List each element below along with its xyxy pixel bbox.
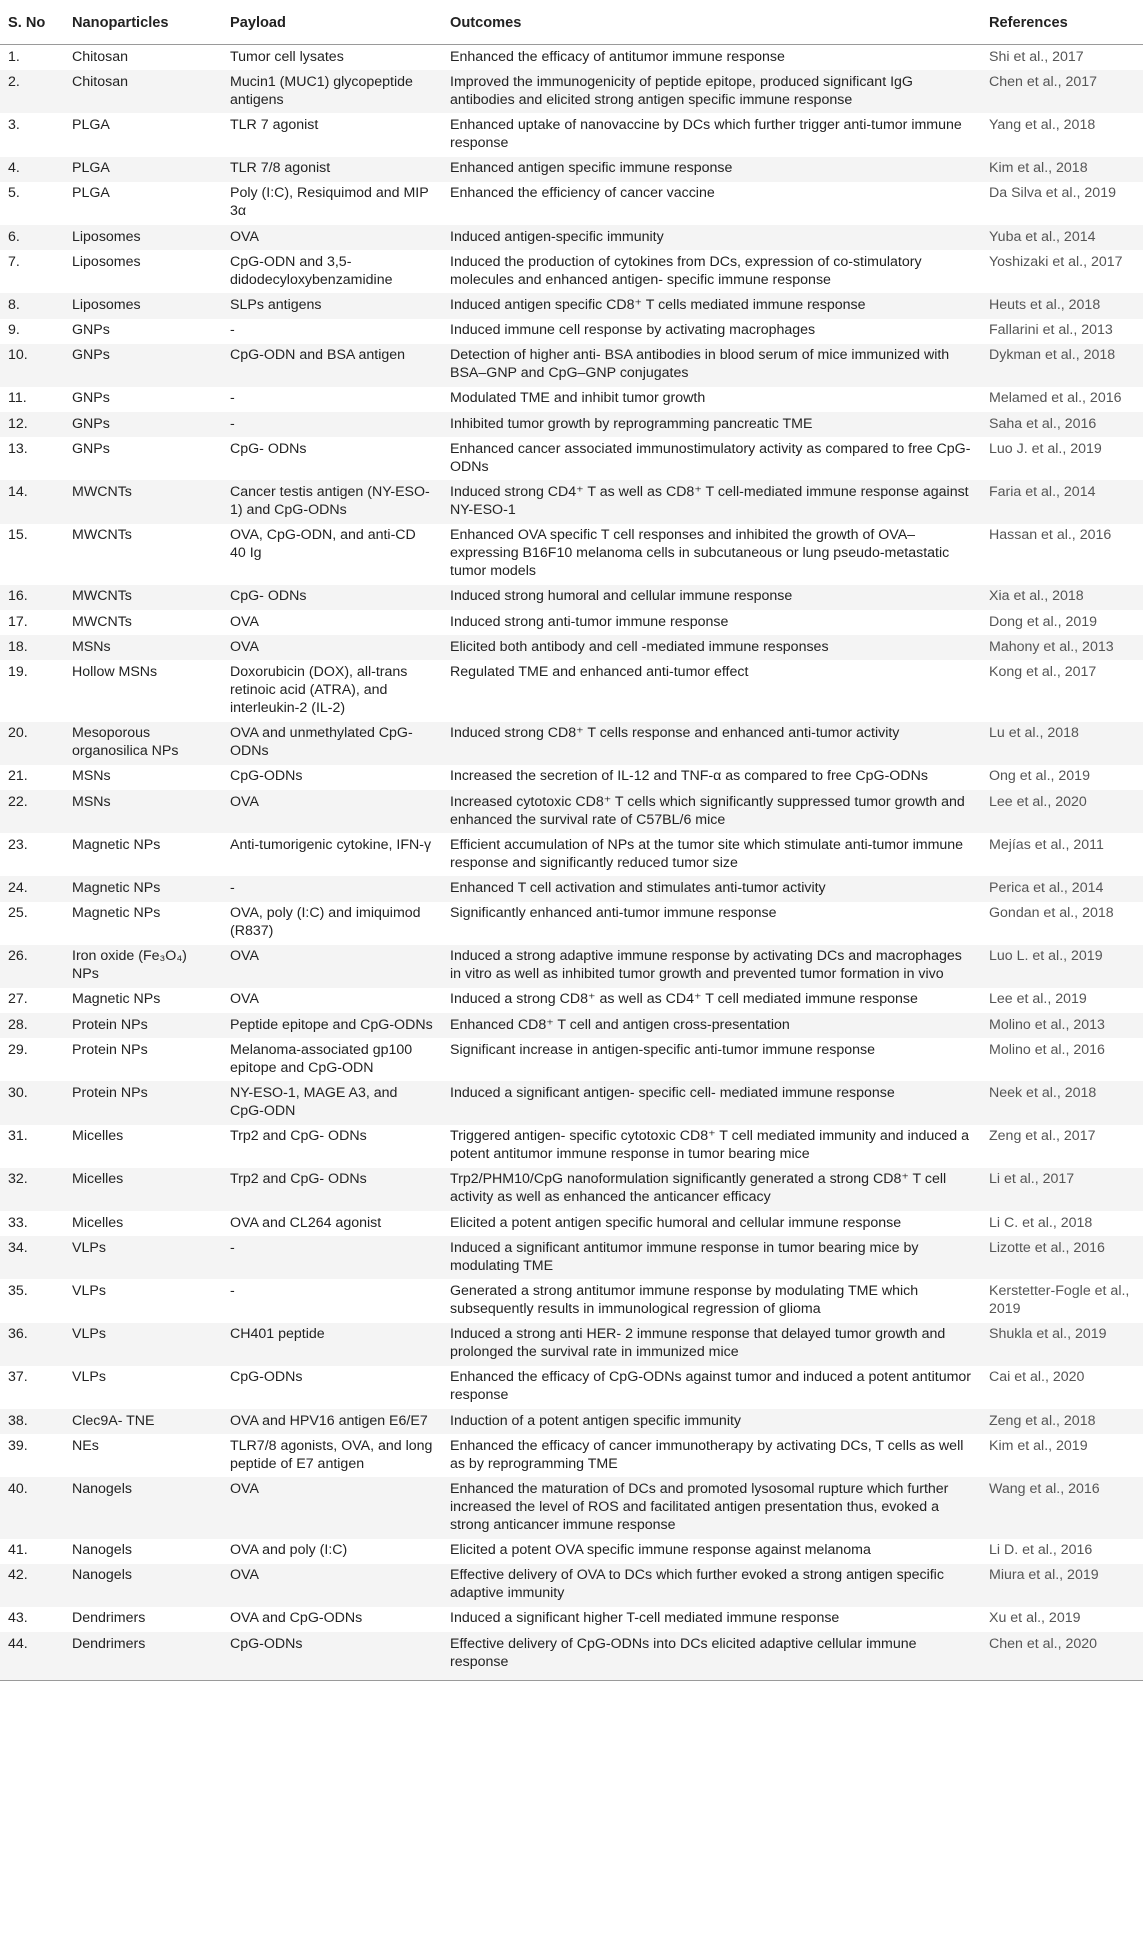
table-row [0, 765, 1143, 790]
cell-reference: Kong et al., 2017 [989, 663, 1097, 680]
cell-outcome: Improved the immunogenicity of peptide epitope, produced significant IgG antibodies and elicited strong antigen specific immune response [442, 70, 981, 113]
table-row [0, 524, 1143, 585]
cell-sno: 5. [8, 185, 20, 202]
cell-payload: OVA, CpG-ODN, and anti-CD 40 Ig [230, 527, 416, 562]
cell-payload: Poly (I:C), Resiquimod and MIP 3α [230, 185, 429, 220]
cell-sno: 17. [8, 613, 28, 630]
cell-outcome: Induced strong anti-tumor immune response [450, 613, 729, 630]
cell-nanoparticle: Magnetic NPs [72, 991, 161, 1008]
table-row [0, 1168, 1143, 1211]
cell-reference: Melamed et al., 2016 [989, 390, 1122, 407]
cell-reference: Luo L. et al., 2019 [981, 945, 1143, 988]
table-row [0, 660, 1143, 721]
cell-nanoparticle: PLGA [64, 157, 222, 182]
cell-outcome: Enhanced T cell activation and stimulates anti-tumor activity [442, 876, 981, 901]
cell-outcome: Enhanced the efficacy of antitumor immune response [450, 48, 785, 65]
cell-reference: Li D. et al., 2016 [989, 1542, 1093, 1559]
cell-payload: CpG-ODNs [230, 768, 303, 785]
table-row [0, 344, 1143, 387]
cell-payload: OVA [230, 991, 259, 1008]
table-row [0, 1323, 1143, 1366]
cell-nanoparticle: Protein NPs [72, 1041, 148, 1058]
cell-reference: Faria et al., 2014 [981, 480, 1143, 523]
cell-reference: Yoshizaki et al., 2017 [989, 253, 1123, 270]
cell-sno: 4. [0, 157, 64, 182]
cell-sno: 41. [8, 1542, 28, 1559]
cell-payload: CpG- ODNs [230, 440, 307, 457]
cell-nanoparticle: GNPs [64, 412, 222, 437]
header-payload: Payload [222, 0, 442, 45]
cell-payload: OVA [222, 1477, 442, 1538]
cell-payload: Anti-tumorigenic cytokine, IFN-γ [230, 836, 432, 853]
cell-outcome: Elicited both antibody and cell -mediated immune responses [442, 635, 981, 660]
cell-nanoparticle: MWCNTs [64, 480, 222, 523]
cell-nanoparticle: Nanogels [72, 1542, 132, 1559]
cell-sno: 13. [8, 440, 28, 457]
cell-reference: Zeng et al., 2017 [989, 1128, 1096, 1145]
cell-sno: 28. [0, 1013, 64, 1038]
cell-payload: CpG-ODN and 3,5-didodecyloxybenzamidine [230, 253, 393, 288]
cell-payload: OVA [230, 613, 259, 630]
cell-nanoparticle: Nanogels [64, 1564, 222, 1607]
cell-reference: Xia et al., 2018 [981, 585, 1143, 610]
header-sno: S. No [0, 0, 64, 45]
cell-payload: - [222, 1236, 442, 1279]
cell-outcome: Induced a strong adaptive immune response by activating DCs and macrophages in vitro as well as inhibited tumor growth and prevented tumor formation in vivo [442, 945, 981, 988]
cell-nanoparticle: VLPs [72, 1369, 106, 1386]
cell-nanoparticle: Magnetic NPs [72, 836, 161, 853]
cell-reference: Fallarini et al., 2013 [989, 322, 1113, 339]
table-row [0, 1279, 1143, 1322]
cell-outcome: Trp2/PHM10/CpG nanoformulation significantly generated a strong CD8⁺ T cell activity as well as enhanced the anticancer efficacy [442, 1168, 981, 1211]
cell-reference: Kim et al., 2018 [981, 157, 1143, 182]
table-row [0, 988, 1143, 1013]
cell-sno: 36. [0, 1323, 64, 1366]
cell-outcome: Induced antigen specific CD8⁺ T cells mediated immune response [442, 293, 981, 318]
cell-payload: SLPs antigens [222, 293, 442, 318]
cell-sno: 22. [0, 790, 64, 833]
cell-reference: Kim et al., 2019 [989, 1437, 1088, 1454]
cell-sno: 43. [8, 1610, 28, 1627]
cell-nanoparticle: Clec9A- TNE [64, 1409, 222, 1434]
cell-sno: 7. [8, 253, 20, 270]
cell-payload: OVA, poly (I:C) and imiquimod (R837) [230, 905, 421, 940]
table-row [0, 480, 1143, 523]
cell-reference: Chen et al., 2017 [981, 70, 1143, 113]
cell-reference: Perica et al., 2014 [981, 876, 1143, 901]
table-row [0, 1211, 1143, 1236]
cell-sno: 18. [0, 635, 64, 660]
table-row [0, 1081, 1143, 1124]
cell-reference: Shukla et al., 2019 [981, 1323, 1143, 1366]
table-row [0, 387, 1143, 412]
cell-reference: Molino et al., 2013 [981, 1013, 1143, 1038]
cell-nanoparticle: MSNs [64, 790, 222, 833]
cell-nanoparticle: VLPs [72, 1282, 106, 1299]
cell-sno: 29. [8, 1041, 28, 1058]
cell-reference: Zeng et al., 2018 [981, 1409, 1143, 1434]
cell-outcome: Effective delivery of CpG-ODNs into DCs elicited adaptive cellular immune response [442, 1632, 981, 1680]
cell-payload: OVA and unmethylated CpG-ODNs [222, 722, 442, 765]
cell-payload: TLR 7/8 agonist [222, 157, 442, 182]
table-body [0, 45, 1143, 1681]
header-outcomes: Outcomes [442, 0, 981, 45]
cell-nanoparticle: Dendrimers [64, 1632, 222, 1680]
cell-sno: 23. [8, 836, 28, 853]
cell-payload: Doxorubicin (DOX), all-trans retinoic acid (ATRA), and interleukin-2 (IL-2) [230, 663, 408, 716]
table-row [0, 319, 1143, 344]
cell-outcome: Induced antigen-specific immunity [442, 225, 981, 250]
cell-payload: OVA and poly (I:C) [230, 1542, 348, 1559]
table-row [0, 113, 1143, 156]
cell-nanoparticle: Micelles [64, 1168, 222, 1211]
header-row [0, 0, 1143, 45]
cell-outcome: Elicited a potent OVA specific immune response against melanoma [450, 1542, 871, 1559]
cell-sno: 1. [8, 48, 20, 65]
cell-nanoparticle: VLPs [64, 1236, 222, 1279]
cell-payload: - [230, 390, 235, 407]
table-row [0, 437, 1143, 480]
cell-sno: 21. [8, 768, 28, 785]
cell-nanoparticle: MSNs [64, 635, 222, 660]
cell-outcome: Enhanced antigen specific immune response [442, 157, 981, 182]
table-row [0, 293, 1143, 318]
cell-outcome: Detection of higher anti- BSA antibodies in blood serum of mice immunized with BSA–GNP and CpG–GNP conjugates [442, 344, 981, 387]
table-row [0, 1038, 1143, 1081]
cell-reference: Wang et al., 2016 [981, 1477, 1143, 1538]
cell-sno: 33. [8, 1214, 28, 1231]
cell-sno: 30. [0, 1081, 64, 1124]
table-header [0, 0, 1143, 45]
table-row [0, 182, 1143, 225]
cell-reference: Li C. et al., 2018 [989, 1214, 1093, 1231]
cell-nanoparticle: VLPs [64, 1323, 222, 1366]
table-row [0, 1409, 1143, 1434]
table-row [0, 945, 1143, 988]
cell-reference: Chen et al., 2020 [981, 1632, 1143, 1680]
cell-outcome: Regulated TME and enhanced anti-tumor effect [450, 663, 749, 680]
cell-payload: OVA [222, 635, 442, 660]
cell-sno: 3. [8, 116, 20, 133]
cell-payload: CH401 peptide [222, 1323, 442, 1366]
cell-nanoparticle: Magnetic NPs [72, 905, 161, 922]
cell-sno: 34. [0, 1236, 64, 1279]
cell-sno: 10. [0, 344, 64, 387]
table-row [0, 157, 1143, 182]
cell-reference: Lee et al., 2019 [989, 991, 1087, 1008]
cell-sno: 26. [0, 945, 64, 988]
cell-reference: Dong et al., 2019 [989, 613, 1098, 630]
cell-nanoparticle: Mesoporous organosilica NPs [64, 722, 222, 765]
table-row [0, 790, 1143, 833]
cell-payload: TLR7/8 agonists, OVA, and long peptide of E7 antigen [230, 1437, 433, 1472]
cell-payload: - [230, 322, 235, 339]
cell-sno: 40. [0, 1477, 64, 1538]
cell-reference: Mejías et al., 2011 [989, 836, 1104, 853]
cell-reference: Neek et al., 2018 [981, 1081, 1143, 1124]
cell-reference: Lu et al., 2018 [981, 722, 1143, 765]
table-row [0, 45, 1143, 71]
cell-reference: Lee et al., 2020 [981, 790, 1143, 833]
cell-reference: Saha et al., 2016 [981, 412, 1143, 437]
cell-reference: Gondan et al., 2018 [989, 905, 1114, 922]
cell-outcome: Induced strong CD8⁺ T cells response and enhanced anti-tumor activity [442, 722, 981, 765]
cell-outcome: Efficient accumulation of NPs at the tumor site which stimulate anti-tumor immune response and significantly reduced tumor size [450, 836, 964, 871]
cell-outcome: Induced a significant antitumor immune response in tumor bearing mice by modulating TME [442, 1236, 981, 1279]
cell-outcome: Induced a strong CD8⁺ as well as CD4⁺ T cell mediated immune response [450, 991, 918, 1008]
cell-sno: 39. [8, 1437, 28, 1454]
cell-nanoparticle: MWCNTs [64, 585, 222, 610]
cell-payload: CpG- ODNs [222, 585, 442, 610]
cell-reference: Lizotte et al., 2016 [981, 1236, 1143, 1279]
cell-nanoparticle: Chitosan [64, 70, 222, 113]
cell-sno: 31. [8, 1128, 28, 1145]
cell-payload: TLR 7 agonist [230, 116, 319, 133]
table-row [0, 1564, 1143, 1607]
table-row [0, 1632, 1143, 1680]
table-row [0, 70, 1143, 113]
cell-payload: OVA and CpG-ODNs [230, 1610, 363, 1627]
cell-payload: OVA and CL264 agonist [230, 1214, 382, 1231]
cell-nanoparticle: Chitosan [72, 48, 128, 65]
table-row [0, 722, 1143, 765]
cell-outcome: Enhanced cancer associated immunostimulatory activity as compared to free CpG-ODNs [450, 440, 971, 475]
cell-nanoparticle: Magnetic NPs [64, 876, 222, 901]
cell-payload: Trp2 and CpG- ODNs [222, 1168, 442, 1211]
cell-payload: OVA [222, 1564, 442, 1607]
header-nanoparticles: Nanoparticles [64, 0, 222, 45]
cell-nanoparticle: Protein NPs [64, 1081, 222, 1124]
cell-payload: Peptide epitope and CpG-ODNs [222, 1013, 442, 1038]
cell-reference: Yang et al., 2018 [989, 116, 1096, 133]
table-row [0, 1607, 1143, 1632]
cell-sno: 6. [0, 225, 64, 250]
cell-sno: 27. [8, 991, 28, 1008]
cell-reference: Cai et al., 2020 [989, 1369, 1085, 1386]
table-row [0, 1125, 1143, 1168]
cell-nanoparticle: Liposomes [64, 293, 222, 318]
cell-nanoparticle: NEs [72, 1437, 99, 1454]
cell-nanoparticle: GNPs [72, 322, 110, 339]
cell-nanoparticle: Nanogels [64, 1477, 222, 1538]
cell-outcome: Induced a strong anti HER- 2 immune response that delayed tumor growth and prolonged the survival rate in immunized mice [442, 1323, 981, 1366]
cell-payload: - [222, 876, 442, 901]
cell-nanoparticle: MWCNTs [72, 613, 132, 630]
cell-nanoparticle: GNPs [72, 390, 110, 407]
cell-outcome: Effective delivery of OVA to DCs which further evoked a strong antigen specific adaptive immunity [442, 1564, 981, 1607]
cell-sno: 37. [8, 1369, 28, 1386]
cell-sno: 24. [0, 876, 64, 901]
cell-sno: 14. [0, 480, 64, 523]
table-row [0, 833, 1143, 876]
table-row [0, 1013, 1143, 1038]
cell-nanoparticle: Liposomes [64, 225, 222, 250]
cell-reference: Dykman et al., 2018 [981, 344, 1143, 387]
cell-payload: Trp2 and CpG- ODNs [230, 1128, 367, 1145]
cell-outcome: Enhanced CD8⁺ T cell and antigen cross-presentation [442, 1013, 981, 1038]
cell-nanoparticle: Micelles [72, 1214, 124, 1231]
cell-payload: NY-ESO-1, MAGE A3, and CpG-ODN [222, 1081, 442, 1124]
cell-sno: 20. [0, 722, 64, 765]
cell-payload: - [230, 1282, 235, 1299]
cell-nanoparticle: MSNs [72, 768, 111, 785]
cell-payload: OVA and HPV16 antigen E6/E7 [222, 1409, 442, 1434]
table-row [0, 1236, 1143, 1279]
cell-nanoparticle: MWCNTs [72, 527, 132, 544]
cell-reference: Heuts et al., 2018 [981, 293, 1143, 318]
cell-sno: 2. [0, 70, 64, 113]
cell-nanoparticle: GNPs [72, 440, 110, 457]
cell-payload: OVA [222, 225, 442, 250]
table-row [0, 585, 1143, 610]
cell-outcome: Elicited a potent antigen specific humoral and cellular immune response [450, 1214, 902, 1231]
cell-sno: 12. [0, 412, 64, 437]
table-row [0, 1539, 1143, 1564]
cell-outcome: Enhanced the maturation of DCs and promoted lysosomal rupture which further increased the level of ROS and facilitated antigen presentation thus, evoked a strong anticancer immune response [442, 1477, 981, 1538]
cell-payload: Cancer testis antigen (NY-ESO-1) and CpG-ODNs [222, 480, 442, 523]
cell-outcome: Induced immune cell response by activating macrophages [450, 322, 816, 339]
cell-outcome: Enhanced uptake of nanovaccine by DCs which further trigger anti-tumor immune response [450, 116, 962, 151]
cell-sno: 16. [0, 585, 64, 610]
cell-reference: Li et al., 2017 [981, 1168, 1143, 1211]
table-row [0, 635, 1143, 660]
cell-outcome: Enhanced the efficiency of cancer vaccine [450, 185, 715, 202]
cell-outcome: Triggered antigen- specific cytotoxic CD8⁺ T cell mediated immunity and induced a potent antitumor immune response in tumor bearing mice [450, 1128, 970, 1163]
cell-outcome: Increased the secretion of IL-12 and TNF-α as compared to free CpG-ODNs [450, 768, 928, 785]
cell-outcome: Induced a significant higher T-cell mediated immune response [450, 1610, 840, 1627]
cell-nanoparticle: PLGA [72, 185, 110, 202]
cell-sno: 42. [0, 1564, 64, 1607]
cell-sno: 32. [0, 1168, 64, 1211]
cell-sno: 9. [8, 322, 20, 339]
table-row [0, 610, 1143, 635]
cell-nanoparticle: Liposomes [72, 253, 141, 270]
table-row [0, 1366, 1143, 1409]
cell-payload: Mucin1 (MUC1) glycopeptide antigens [222, 70, 442, 113]
cell-payload: Tumor cell lysates [230, 48, 344, 65]
cell-outcome: Inhibited tumor growth by reprogramming pancreatic TME [442, 412, 981, 437]
cell-outcome: Induction of a potent antigen specific immunity [442, 1409, 981, 1434]
table-row [0, 1477, 1143, 1538]
table-row [0, 902, 1143, 945]
cell-reference: Kerstetter-Fogle et al., 2019 [989, 1282, 1130, 1317]
cell-nanoparticle: Hollow MSNs [72, 663, 158, 680]
cell-nanoparticle: Iron oxide (Fe₃O₄) NPs [64, 945, 222, 988]
cell-outcome: Significant increase in antigen-specific anti-tumor immune response [450, 1041, 876, 1058]
header-references: References [981, 0, 1143, 45]
cell-nanoparticle: Micelles [72, 1128, 124, 1145]
cell-outcome: Modulated TME and inhibit tumor growth [450, 390, 706, 407]
table-row [0, 412, 1143, 437]
cell-nanoparticle: GNPs [64, 344, 222, 387]
cell-payload: CpG-ODNs [230, 1369, 303, 1386]
cell-sno: 25. [8, 905, 28, 922]
cell-outcome: Enhanced the efficacy of CpG-ODNs against tumor and induced a potent antitumor response [450, 1369, 972, 1404]
cell-payload: CpG-ODN and BSA antigen [222, 344, 442, 387]
table-row [0, 876, 1143, 901]
cell-payload: CpG-ODNs [222, 1632, 442, 1680]
cell-outcome: Induced strong CD4⁺ T as well as CD8⁺ T cell-mediated immune response against NY-ESO-1 [442, 480, 981, 523]
cell-outcome: Generated a strong antitumor immune response by modulating TME which subsequently results in immunological regression of glioma [450, 1282, 919, 1317]
cell-payload: - [222, 412, 442, 437]
cell-reference: Luo J. et al., 2019 [989, 440, 1102, 457]
cell-sno: 35. [8, 1282, 28, 1299]
cell-nanoparticle: PLGA [72, 116, 110, 133]
table-row [0, 225, 1143, 250]
cell-sno: 11. [8, 390, 27, 407]
cell-payload: Melanoma-associated gp100 epitope and CpG-ODN [230, 1041, 413, 1076]
cell-sno: 44. [0, 1632, 64, 1680]
cell-reference: Shi et al., 2017 [989, 48, 1084, 65]
cell-outcome: Induced strong humoral and cellular immune response [442, 585, 981, 610]
cell-reference: Xu et al., 2019 [989, 1610, 1081, 1627]
cell-outcome: Induced the production of cytokines from DCs, expression of co-stimulatory molecules and enhanced antigen- specific immune response [450, 253, 922, 288]
cell-outcome: Significantly enhanced anti-tumor immune response [450, 905, 777, 922]
cell-outcome: Enhanced OVA specific T cell responses and inhibited the growth of OVA–expressing B16F10 melanoma cells in subcutaneous or lung pseudo-metastatic tumor models [450, 527, 950, 580]
cell-nanoparticle: Dendrimers [72, 1610, 146, 1627]
cell-outcome: Enhanced the efficacy of cancer immunotherapy by activating DCs, T cells as well as by reprogramming TME [450, 1437, 964, 1472]
cell-reference: Yuba et al., 2014 [981, 225, 1143, 250]
cell-nanoparticle: Protein NPs [64, 1013, 222, 1038]
cell-sno: 8. [0, 293, 64, 318]
table-row [0, 250, 1143, 293]
cell-reference: Hassan et al., 2016 [989, 527, 1112, 544]
table-row [0, 1434, 1143, 1477]
cell-outcome: Induced a significant antigen- specific cell- mediated immune response [442, 1081, 981, 1124]
cell-sno: 19. [8, 663, 28, 680]
cell-reference: Molino et al., 2016 [989, 1041, 1105, 1058]
cell-sno: 15. [8, 527, 28, 544]
cell-sno: 38. [0, 1409, 64, 1434]
cell-outcome: Increased cytotoxic CD8⁺ T cells which significantly suppressed tumor growth and enhanced the survival rate of C57BL/6 mice [442, 790, 981, 833]
cell-reference: Miura et al., 2019 [981, 1564, 1143, 1607]
cell-reference: Mahony et al., 2013 [981, 635, 1143, 660]
cell-reference: Ong et al., 2019 [989, 768, 1090, 785]
cell-reference: Da Silva et al., 2019 [989, 185, 1116, 202]
cell-payload: OVA [222, 790, 442, 833]
cell-payload: OVA [222, 945, 442, 988]
